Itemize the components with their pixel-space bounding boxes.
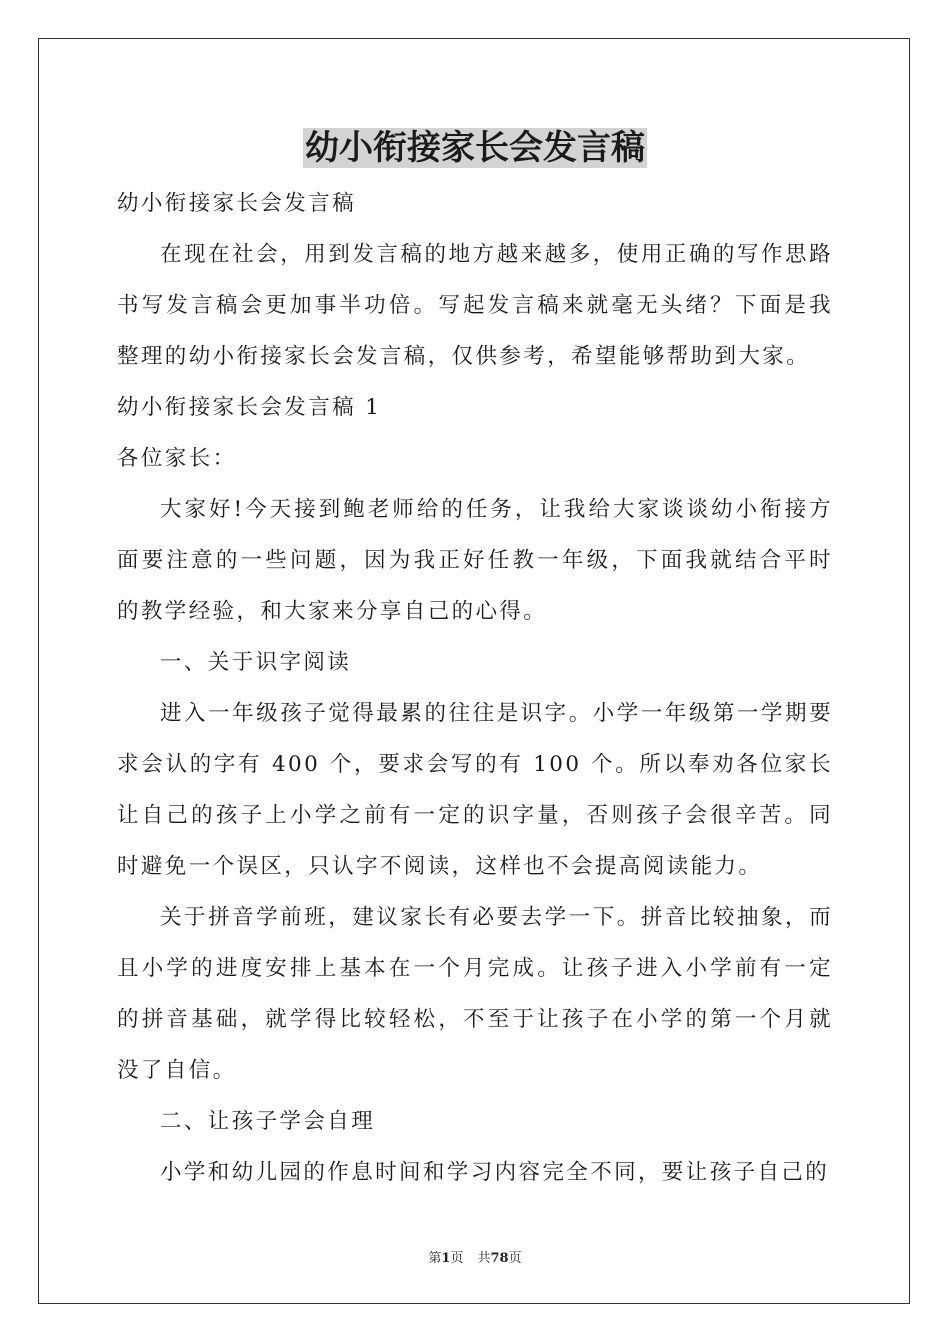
paragraph: 小学和幼儿园的作息时间和学习内容完全不同，要让孩子自己的 [160,1160,830,1185]
paragraph: 进入一年级孩子觉得最累的往往是识字。小学一年级第一学期要求会认的字有 400 个，要求会写的有 100 个。所以奉劝各位家长让自己的孩子上小学之前有一定的识字量，否则孩子会很辛苦。同时避免一个误区，只认字不阅读，这样也不会提高阅读能力。 [117,701,833,879]
document-title [0,124,950,172]
page-total: 78 [490,1251,509,1266]
total-suffix: 页 [508,1251,522,1266]
paragraph: 关于拼音学前班，建议家长有必要去学一下。拼音比较抽象，而且小学的进度安排上基本在一个月完成。让孩子进入小学前有一定的拼音基础，就学得比较轻松，不至于让孩子在小学的第一个月就没了自信。 [117,905,833,1083]
salutation: 各位家长： [117,446,237,471]
paragraph: 大家好!今天接到鲍老师给的任务，让我给大家谈谈幼小衔接方面要注意的一些问题，因为我正好任教一年级，下面我就结合平时的教学经验，和大家来分享自己的心得。 [117,497,833,624]
paragraph: 在现在社会，用到发言稿的地方越来越多，使用正确的写作思路书写发言稿会更加事半功倍。写起发言稿来就毫无头绪？下面是我整理的幼小衔接家长会发言稿，仅供参考，希望能够帮助到大家。 [117,242,833,369]
section-heading: 幼小衔接家长会发言稿 1 [117,395,382,420]
paragraph: 幼小衔接家长会发言稿 [117,191,357,216]
page-number: 1 [441,1251,451,1266]
subheading: 二、让孩子学会自理 [160,1109,376,1134]
subheading: 一、关于识字阅读 [160,650,352,675]
total-prefix: 共 [477,1251,491,1266]
page-prefix: 第 [428,1251,442,1266]
page-suffix: 页 [450,1251,464,1266]
page-footer [0,1247,950,1266]
document-body [117,178,833,1198]
document-title-text: 幼小衔接家长会发言稿 [305,128,645,168]
